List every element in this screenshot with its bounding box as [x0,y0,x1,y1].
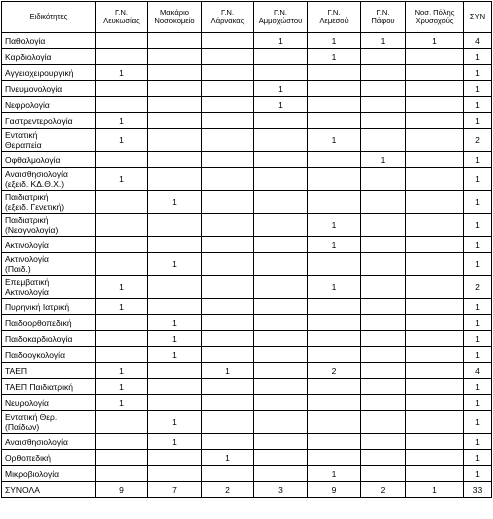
count-cell: 1 [96,363,148,379]
count-cell [406,466,464,482]
specialty-label: Ακτινολογία [2,237,96,253]
count-cell [361,276,406,299]
table-row [2,237,492,253]
table-row [2,347,492,363]
count-cell [254,113,308,129]
count-cell [96,152,148,168]
count-cell [254,395,308,411]
count-cell [96,347,148,363]
column-total-cell: 2 [202,482,254,498]
count-cell [148,379,202,395]
count-cell [96,237,148,253]
count-cell [148,237,202,253]
count-cell [254,347,308,363]
count-cell [202,168,254,191]
row-total-cell: 1 [464,97,492,113]
row-total-cell: 4 [464,363,492,379]
count-cell [361,237,406,253]
count-cell [96,450,148,466]
count-cell [254,299,308,315]
specialty-label: Αγγειοχειρουργική [2,65,96,81]
header-gn-pafou: Γ.Ν. Πάφου [361,2,406,33]
row-total-cell: 1 [464,191,492,214]
header-total: ΣΥΝ [464,2,492,33]
specialty-label: Αναισθησιολογία [2,434,96,450]
count-cell [308,152,361,168]
count-cell [308,253,361,276]
specialty-label: Ακτινολογία (Παιδ.) [2,253,96,276]
row-total-cell: 1 [464,331,492,347]
count-cell [361,65,406,81]
specialties-table [1,1,492,498]
table-row [2,65,492,81]
count-cell [202,434,254,450]
count-cell: 1 [148,315,202,331]
specialty-label: Μικροβιολογία [2,466,96,482]
count-cell [406,276,464,299]
row-total-cell: 1 [464,168,492,191]
table-row [2,33,492,49]
row-total-cell: 1 [464,253,492,276]
count-cell [308,97,361,113]
count-cell [406,411,464,434]
count-cell [308,411,361,434]
count-cell [148,49,202,65]
count-cell [361,214,406,237]
count-cell: 1 [308,49,361,65]
count-cell [202,347,254,363]
count-cell [202,97,254,113]
count-cell [96,97,148,113]
row-total-cell: 1 [464,450,492,466]
count-cell [96,411,148,434]
count-cell: 1 [148,191,202,214]
count-cell [361,315,406,331]
count-cell [96,253,148,276]
count-cell [254,411,308,434]
row-total-cell: 1 [464,395,492,411]
specialty-label: Οφθαλμολογία [2,152,96,168]
count-cell [361,49,406,65]
header-gn-ammochostou: Γ.Ν. Αμμοχώστου [254,2,308,33]
count-cell [308,113,361,129]
table-row [2,129,492,152]
count-cell [202,237,254,253]
count-cell [254,466,308,482]
count-cell [148,129,202,152]
count-cell [361,331,406,347]
specialty-label: ΤΑΕΠ [2,363,96,379]
count-cell [202,299,254,315]
count-cell [202,81,254,97]
specialty-label: Παιδιατρική (εξειδ. Γενετική) [2,191,96,214]
specialty-label: Ορθοπεδική [2,450,96,466]
row-total-cell: 1 [464,347,492,363]
count-cell: 1 [96,395,148,411]
row-total-cell: 1 [464,299,492,315]
row-total-cell: 4 [464,33,492,49]
table-row [2,168,492,191]
table-row [2,276,492,299]
table-row [2,315,492,331]
count-cell [202,276,254,299]
specialty-label: Παιδοορθοπεδική [2,315,96,331]
count-cell: 1 [308,237,361,253]
count-cell [202,214,254,237]
count-cell [361,434,406,450]
count-cell [406,97,464,113]
count-cell [254,434,308,450]
header-nos-chrysochous: Νοσ. Πόλης Χρυσοχούς [406,2,464,33]
table-body [2,33,492,498]
count-cell [361,253,406,276]
count-cell [361,81,406,97]
count-cell [406,299,464,315]
count-cell [202,191,254,214]
specialty-label: ΤΑΕΠ Παιδιατρική [2,379,96,395]
table-row [2,299,492,315]
count-cell [406,331,464,347]
totals-row [2,482,492,498]
count-cell [308,450,361,466]
count-cell [406,113,464,129]
specialty-label: Παιδιατρική (Νεογνολογία) [2,214,96,237]
count-cell [148,363,202,379]
count-cell [361,113,406,129]
count-cell [308,434,361,450]
count-cell [254,450,308,466]
column-total-cell: 1 [406,482,464,498]
count-cell: 2 [308,363,361,379]
column-total-cell: 7 [148,482,202,498]
specialty-label: Παιδοκαρδιολογία [2,331,96,347]
column-total-cell: 9 [96,482,148,498]
count-cell [308,379,361,395]
count-cell: 1 [148,347,202,363]
specialty-label: Καρδιολογία [2,49,96,65]
count-cell [96,331,148,347]
count-cell [254,49,308,65]
count-cell [361,379,406,395]
table-row [2,191,492,214]
count-cell: 1 [308,466,361,482]
table-row [2,466,492,482]
count-cell [96,466,148,482]
count-cell [202,113,254,129]
row-total-cell: 1 [464,379,492,395]
column-total-cell: 2 [361,482,406,498]
row-total-cell: 1 [464,65,492,81]
count-cell [202,395,254,411]
row-total-cell: 1 [464,466,492,482]
count-cell: 1 [96,276,148,299]
count-cell: 1 [148,331,202,347]
count-cell [148,466,202,482]
count-cell [202,331,254,347]
count-cell [308,81,361,97]
count-cell: 1 [148,411,202,434]
table-row [2,49,492,65]
count-cell [406,395,464,411]
count-cell: 1 [254,33,308,49]
specialty-label: Παθολογία [2,33,96,49]
count-cell: 1 [361,152,406,168]
specialty-label: Πυρηνική Ιατρική [2,299,96,315]
count-cell: 1 [361,33,406,49]
header-makario: Μακάριο Νοσοκομείο [148,2,202,33]
count-cell: 1 [308,33,361,49]
count-cell [406,347,464,363]
count-cell [148,65,202,81]
specialty-label: Γαστρεντερολογία [2,113,96,129]
count-cell [202,466,254,482]
count-cell: 1 [308,214,361,237]
count-cell [96,49,148,65]
count-cell [254,253,308,276]
specialty-label: Παιδοογκολογία [2,347,96,363]
count-cell: 1 [96,113,148,129]
count-cell [361,395,406,411]
header-gn-larnakas: Γ.Ν. Λάρνακας [202,2,254,33]
specialty-label: Νευρολογία [2,395,96,411]
row-total-cell: 1 [464,434,492,450]
count-cell [202,129,254,152]
count-cell [96,434,148,450]
count-cell [254,331,308,347]
header-row [2,2,492,33]
count-cell [148,450,202,466]
count-cell [406,237,464,253]
count-cell [406,379,464,395]
count-cell [148,276,202,299]
count-cell [254,237,308,253]
count-cell [308,315,361,331]
row-total-cell: 1 [464,113,492,129]
header-gn-lemesou: Γ.Ν. Λεμεσού [308,2,361,33]
header-specialties: Ειδικότητες [2,2,96,33]
count-cell: 1 [96,299,148,315]
count-cell [148,214,202,237]
count-cell [361,168,406,191]
count-cell [254,129,308,152]
table-row [2,450,492,466]
row-total-cell: 1 [464,214,492,237]
count-cell [202,411,254,434]
header-gn-lefkosias: Γ.Ν. Λευκωσίας [96,2,148,33]
count-cell [254,168,308,191]
count-cell: 1 [148,434,202,450]
row-total-cell: 2 [464,129,492,152]
grand-total-cell: 33 [464,482,492,498]
table-row [2,411,492,434]
table-row [2,363,492,379]
count-cell [406,65,464,81]
table-row [2,379,492,395]
count-cell [361,450,406,466]
row-total-cell: 2 [464,276,492,299]
count-cell [361,363,406,379]
column-total-cell: 3 [254,482,308,498]
specialty-label: Εντατική Θεραπεία [2,129,96,152]
count-cell [361,97,406,113]
count-cell [308,395,361,411]
count-cell [96,315,148,331]
count-cell [308,191,361,214]
count-cell [406,152,464,168]
count-cell [148,152,202,168]
count-cell [406,214,464,237]
count-cell [202,315,254,331]
count-cell: 1 [406,33,464,49]
count-cell [148,33,202,49]
count-cell [308,331,361,347]
count-cell [254,379,308,395]
row-total-cell: 1 [464,49,492,65]
count-cell [406,49,464,65]
row-total-cell: 1 [464,315,492,331]
count-cell [96,214,148,237]
totals-label: ΣΥΝΟΛΑ [2,482,96,498]
column-total-cell: 9 [308,482,361,498]
table-row [2,97,492,113]
count-cell [254,191,308,214]
count-cell [308,299,361,315]
count-cell [361,299,406,315]
count-cell [202,65,254,81]
count-cell [202,33,254,49]
count-cell: 1 [254,81,308,97]
count-cell [308,168,361,191]
row-total-cell: 1 [464,152,492,168]
table-row [2,152,492,168]
specialty-label: Επεμβατική Ακτινολογία [2,276,96,299]
count-cell [308,347,361,363]
table-row [2,253,492,276]
row-total-cell: 1 [464,411,492,434]
count-cell [202,253,254,276]
count-cell: 1 [96,129,148,152]
count-cell [361,191,406,214]
count-cell [202,379,254,395]
count-cell [148,97,202,113]
count-cell [406,315,464,331]
specialty-label: Νεφρολογία [2,97,96,113]
count-cell [361,466,406,482]
table-row [2,434,492,450]
count-cell: 1 [202,363,254,379]
count-cell [406,363,464,379]
count-cell [406,191,464,214]
count-cell [96,81,148,97]
count-cell [406,434,464,450]
count-cell [406,168,464,191]
count-cell [308,65,361,81]
count-cell [148,113,202,129]
table-row [2,113,492,129]
count-cell [148,168,202,191]
row-total-cell: 1 [464,81,492,97]
count-cell [406,253,464,276]
count-cell: 1 [254,97,308,113]
count-cell [254,152,308,168]
count-cell [361,347,406,363]
count-cell [254,276,308,299]
count-cell [406,129,464,152]
count-cell [406,81,464,97]
count-cell [254,65,308,81]
count-cell [96,191,148,214]
specialty-label: Εντατική Θερ. (Παίδων) [2,411,96,434]
specialty-label: Πνευμονολογία [2,81,96,97]
count-cell [361,411,406,434]
row-total-cell: 1 [464,237,492,253]
count-cell [406,450,464,466]
count-cell: 1 [308,129,361,152]
count-cell [148,395,202,411]
count-cell: 1 [148,253,202,276]
specialty-label: Αναισθησιολογία (εξειδ. ΚΔ.Θ.Χ.) [2,168,96,191]
table-row [2,81,492,97]
count-cell [202,152,254,168]
table-row [2,331,492,347]
count-cell [148,81,202,97]
count-cell [202,49,254,65]
count-cell: 1 [308,276,361,299]
count-cell: 1 [96,379,148,395]
count-cell [254,363,308,379]
count-cell: 1 [96,168,148,191]
count-cell [254,214,308,237]
count-cell [254,315,308,331]
count-cell [96,33,148,49]
table-row [2,214,492,237]
count-cell [148,299,202,315]
count-cell: 1 [96,65,148,81]
count-cell: 1 [202,450,254,466]
table-row [2,395,492,411]
count-cell [361,129,406,152]
